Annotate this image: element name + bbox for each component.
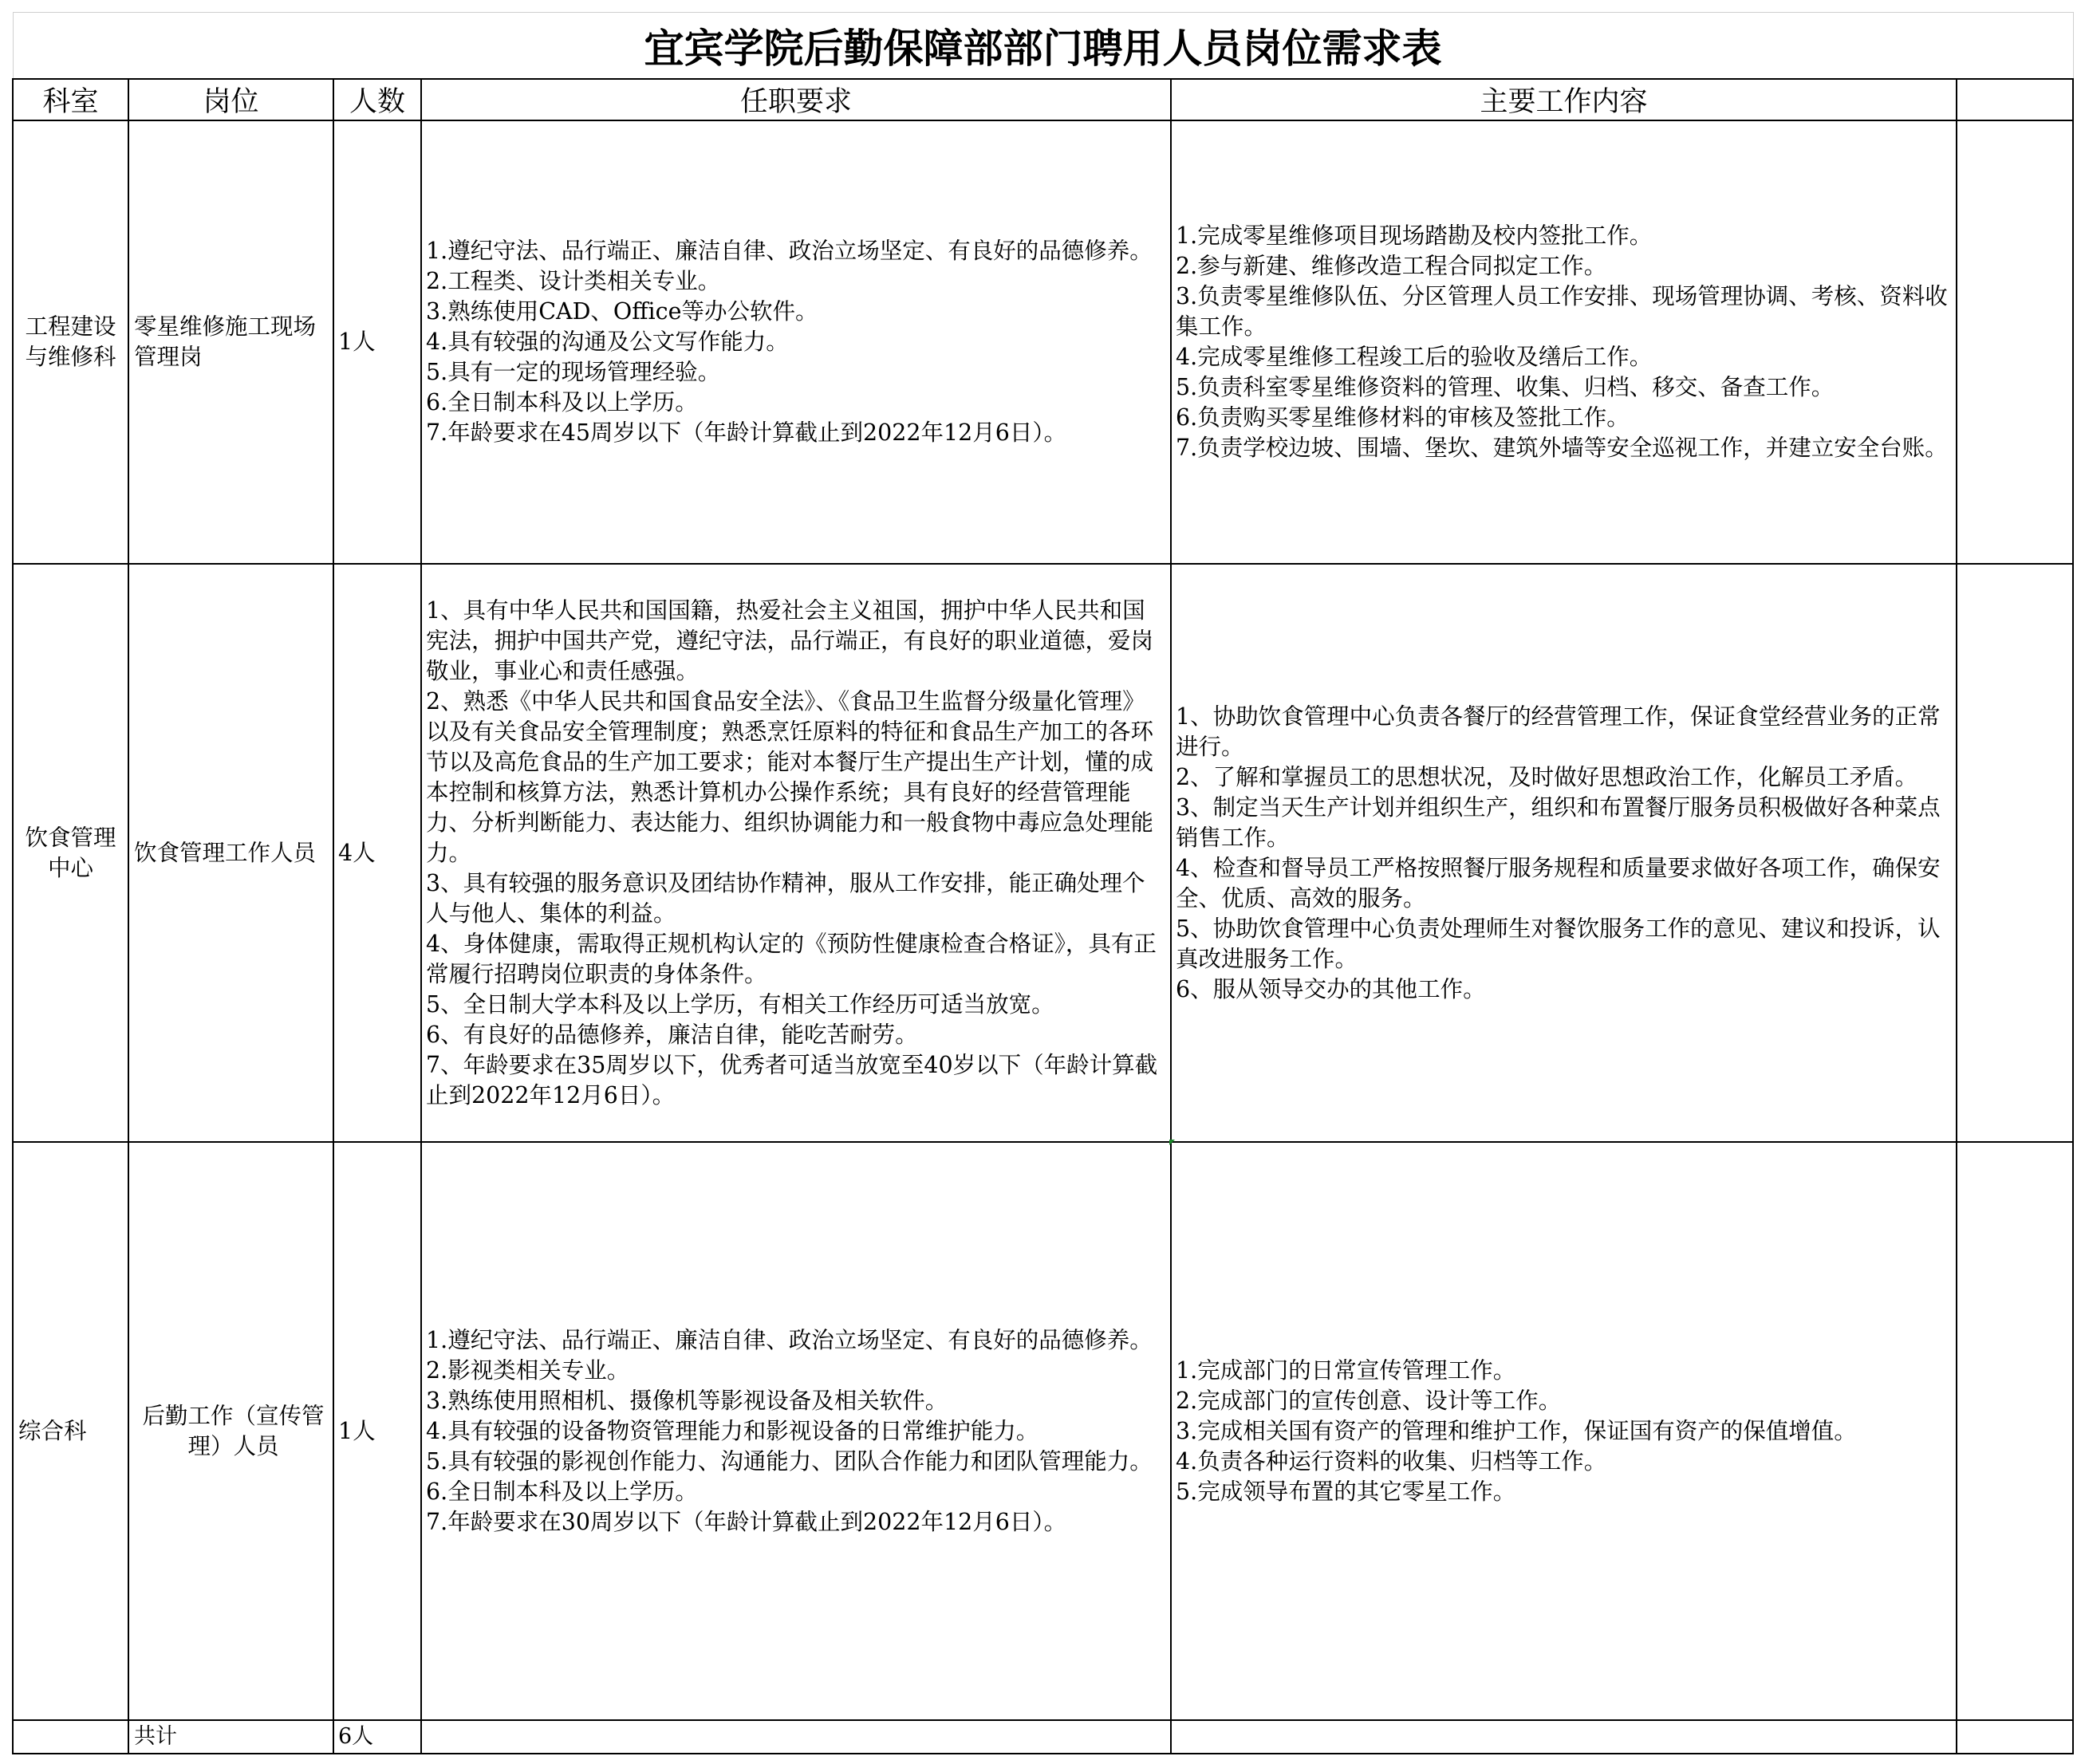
requirements-cell — [421, 564, 1171, 1142]
requirement-item: 6、有良好的品德修养，廉洁自律，能吃苦耐劳。 — [426, 1021, 918, 1048]
table-title: 宜宾学院后勤保障部部门聘用人员岗位需求表 — [13, 13, 2073, 80]
duties-cell — [1171, 120, 1957, 564]
requirement-item: 2.影视类相关专业。 — [426, 1356, 630, 1384]
count-cell: 1人 — [333, 120, 421, 564]
table-row — [13, 564, 2073, 1142]
count-cell: 1人 — [333, 1142, 421, 1720]
header-post: 岗位 — [128, 79, 333, 120]
duty-item: 6、服从领导交办的其他工作。 — [1176, 975, 1486, 1002]
total-blank-cell — [1957, 1720, 2073, 1754]
post-cell: 饮食管理工作人员 — [128, 564, 333, 1142]
dept-cell: 工程建设与维修科 — [13, 120, 128, 564]
total-label: 共计 — [128, 1720, 333, 1754]
total-blank-cell — [421, 1720, 1171, 1754]
blank-cell — [1957, 120, 2073, 564]
cell-comment-marker — [1169, 1140, 1175, 1145]
requirement-item: 2.工程类、设计类相关专业。 — [426, 268, 721, 294]
duty-item: 4.完成零星维修工程竣工后的验收及缮后工作。 — [1176, 344, 1653, 370]
requirement-item: 5.具有较强的影视创作能力、沟通能力、团队合作能力和团队管理能力。 — [426, 1447, 1153, 1475]
requirement-item: 3.熟练使用CAD、Office等办公软件。 — [426, 298, 818, 325]
duty-item: 1.完成零星维修项目现场踏勘及校内签批工作。 — [1176, 222, 1653, 249]
requirement-item: 3、具有较强的服务意识及团结协作精神，服从工作安排，能正确处理个人与他人、集体的利益。 — [426, 869, 1145, 927]
total-blank-cell — [1171, 1720, 1957, 1754]
duty-item: 3、制定当天生产计划并组织生产，组织和布置餐厅服务员积极做好各种菜点销售工作。 — [1176, 793, 1941, 851]
post-cell: 后勤工作（宣传管理）人员 — [128, 1142, 333, 1720]
table-row — [13, 120, 2073, 564]
dept-cell: 综合科 — [13, 1142, 128, 1720]
total-blank-cell — [13, 1720, 128, 1754]
recruitment-table — [12, 12, 2074, 1754]
title-row — [13, 13, 2073, 80]
dept-cell: 饮食管理中心 — [13, 564, 128, 1142]
header-blank — [1957, 79, 2073, 120]
duty-item: 2.参与新建、维修改造工程合同拟定工作。 — [1176, 253, 1607, 279]
duties-cell — [1171, 1142, 1957, 1720]
blank-cell — [1957, 1142, 2073, 1720]
post-cell: 零星维修施工现场管理岗 — [128, 120, 333, 564]
duty-item: 4.负责各种运行资料的收集、归档等工作。 — [1176, 1447, 1607, 1475]
requirement-item: 1.遵纪守法、品行端正、廉洁自律、政治立场坚定、有良好的品德修养。 — [426, 1326, 1153, 1353]
duties-cell — [1171, 564, 1957, 1142]
duty-item: 3.负责零星维修队伍、分区管理人员工作安排、现场管理协调、考核、资料收集工作。 — [1176, 283, 1948, 340]
count-cell: 4人 — [333, 564, 421, 1142]
requirements-cell — [421, 1142, 1171, 1720]
blank-cell — [1957, 564, 2073, 1142]
header-count: 人数 — [333, 79, 421, 120]
total-row — [13, 1720, 2073, 1754]
requirements-cell — [421, 120, 1171, 564]
requirement-item: 6.全日制本科及以上学历。 — [426, 1478, 698, 1505]
duty-item: 2、了解和掌握员工的思想状况，及时做好思想政治工作，化解员工矛盾。 — [1176, 763, 1918, 790]
duty-item: 6.负责购买零星维修材料的审核及签批工作。 — [1176, 404, 1630, 431]
requirement-item: 1.遵纪守法、品行端正、廉洁自律、政治立场坚定、有良好的品德修养。 — [426, 238, 1153, 264]
requirement-item: 7、年龄要求在35周岁以下，优秀者可适当放宽至40岁以下（年龄计算截止到2022年12月6日）。 — [426, 1051, 1158, 1108]
table-row — [13, 1142, 2073, 1720]
requirement-item: 4.具有较强的设备物资管理能力和影视设备的日常维护能力。 — [426, 1417, 1039, 1444]
total-count: 6人 — [333, 1720, 421, 1754]
requirement-item: 1、具有中华人民共和国国籍，热爱社会主义祖国，拥护中华人民共和国宪法，拥护中国共产党，遵纪守法，品行端正，有良好的职业道德，爱岗敬业，事业心和责任感强。 — [426, 597, 1154, 684]
header-requirements: 任职要求 — [421, 79, 1171, 120]
header-row — [13, 79, 2073, 120]
duty-item: 5.负责科室零星维修资料的管理、收集、归档、移交、备查工作。 — [1176, 374, 1835, 400]
header-duties: 主要工作内容 — [1171, 79, 1957, 120]
duty-item: 1、协助饮食管理中心负责各餐厅的经营管理工作，保证食堂经营业务的正常进行。 — [1176, 703, 1941, 760]
requirement-item: 5、全日制大学本科及以上学历，有相关工作经历可适当放宽。 — [426, 990, 1054, 1018]
duty-item: 5.完成领导布置的其它零星工作。 — [1176, 1478, 1516, 1505]
requirement-item: 2、熟悉《中华人民共和国食品安全法》、《食品卫生监督分级量化管理》以及有关食品安全管理制度；熟悉烹饪原料的特征和食品生产加工的各环节以及高危食品的生产加工要求；能对本餐厅生产提出生产计划，懂的成本控制和核算方法，熟悉计算机办公操作系统；具有良好的经营管理能力、分析判断能力、表达能力、组织协调能力和一般食物中毒应急处理能力。 — [426, 687, 1154, 866]
duty-item: 2.完成部门的宣传创意、设计等工作。 — [1176, 1387, 1562, 1414]
duty-item: 1.完成部门的日常宣传管理工作。 — [1176, 1356, 1516, 1384]
duty-item: 5、协助饮食管理中心负责处理师生对餐饮服务工作的意见、建议和投诉，认真改进服务工作。 — [1176, 915, 1941, 972]
duty-item: 7.负责学校边坡、围墙、堡坎、建筑外墙等安全巡视工作，并建立安全台账。 — [1176, 435, 1948, 461]
requirement-item: 6.全日制本科及以上学历。 — [426, 389, 698, 415]
header-dept: 科室 — [13, 79, 128, 120]
requirement-item: 7.年龄要求在45周岁以下（年龄计算截止到2022年12月6日）。 — [426, 419, 1067, 446]
requirement-item: 4.具有较强的沟通及公文写作能力。 — [426, 329, 789, 355]
requirement-item: 4、身体健康，需取得正规机构认定的《预防性健康检查合格证》，具有正常履行招聘岗位职责的身体条件。 — [426, 930, 1157, 987]
duty-item: 3.完成相关国有资产的管理和维护工作，保证国有资产的保值增值。 — [1176, 1417, 1857, 1444]
requirement-item: 3.熟练使用照相机、摄像机等影视设备及相关软件。 — [426, 1387, 948, 1414]
requirement-item: 7.年龄要求在30周岁以下（年龄计算截止到2022年12月6日）。 — [426, 1508, 1067, 1535]
requirement-item: 5.具有一定的现场管理经验。 — [426, 359, 721, 385]
duty-item: 4、检查和督导员工严格按照餐厅服务规程和质量要求做好各项工作，确保安全、优质、高效的服务。 — [1176, 854, 1941, 912]
